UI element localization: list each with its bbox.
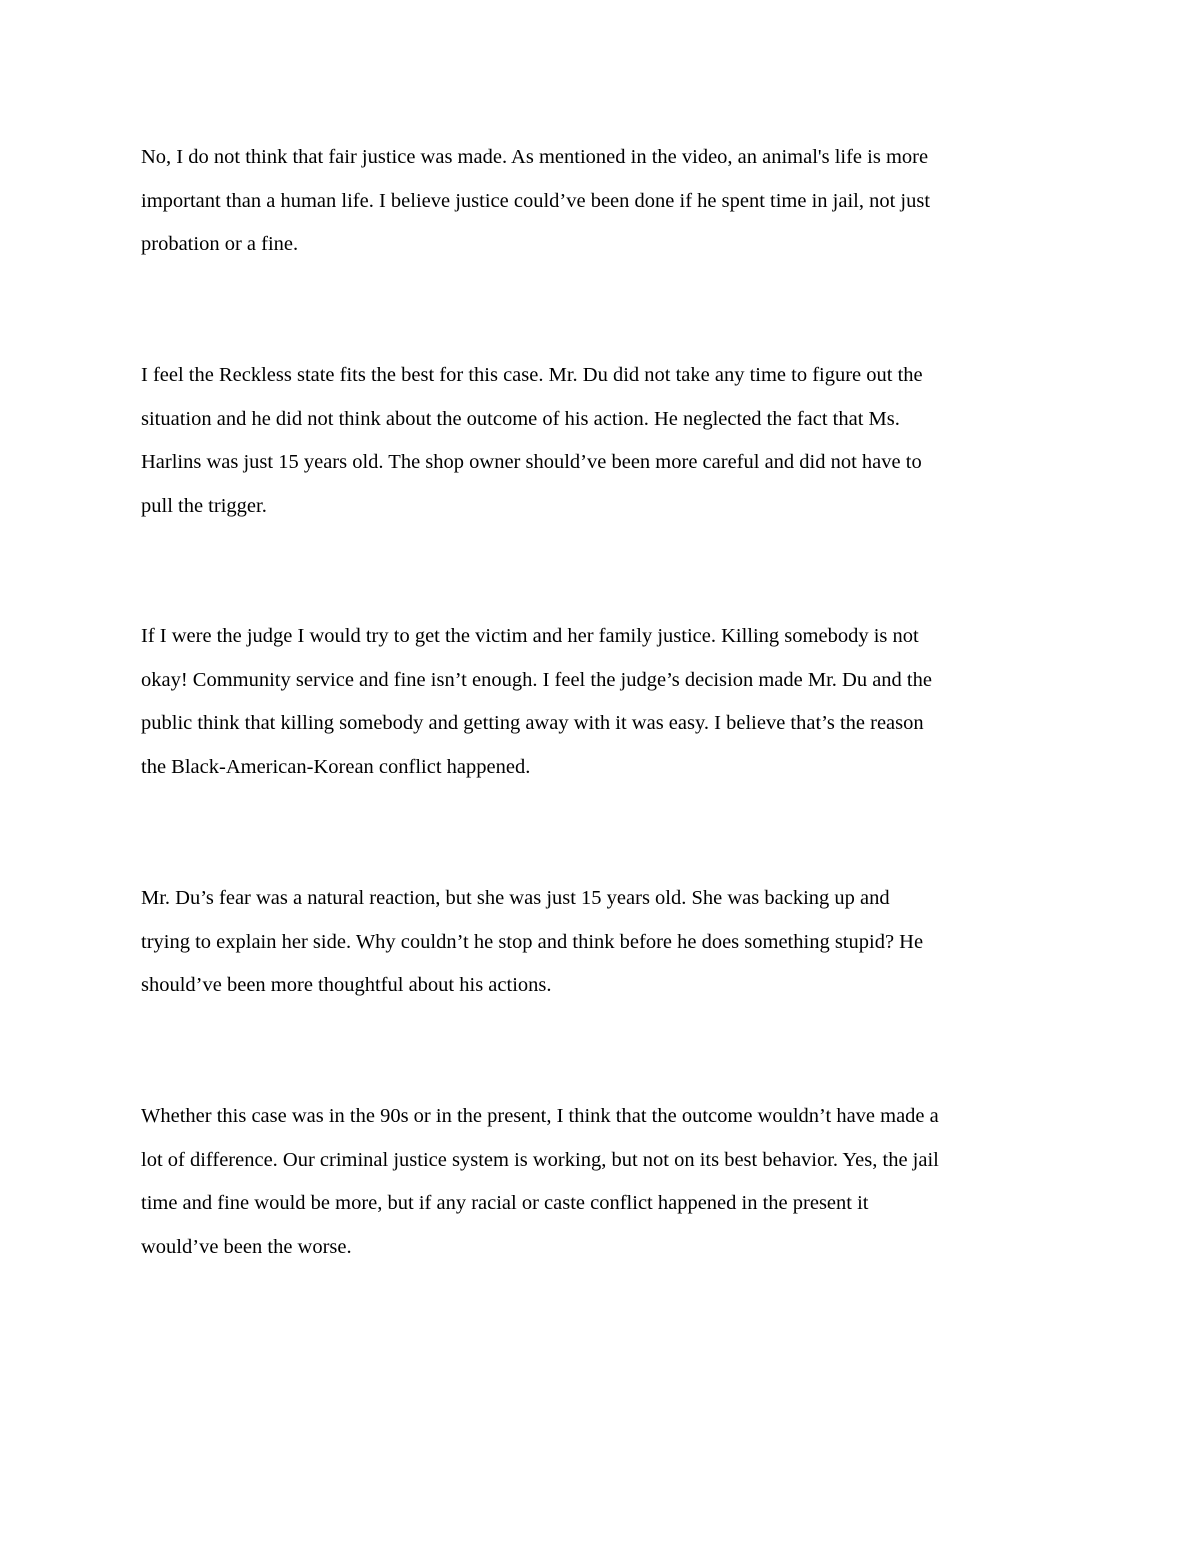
- paragraph-line: okay! Community service and fine isn’t enough. I feel the judge’s decision made Mr. Du and the: [141, 668, 932, 691]
- paragraph-line: probation or a fine.: [141, 233, 299, 256]
- paragraph-line: Harlins was just 15 years old. The shop owner should’ve been more careful and did not have to: [141, 451, 922, 474]
- paragraph-line: should’ve been more thoughtful about his actions.: [141, 974, 552, 997]
- paragraph-line: important than a human life. I believe justice could’ve been done if he spent time in jail, not just: [141, 189, 931, 212]
- paragraph-fair-justice: [141, 136, 1071, 267]
- paragraph-natural-reaction: [141, 877, 1071, 1008]
- paragraph-line: situation and he did not think about the outcome of his action. He neglected the fact that Ms.: [141, 407, 900, 430]
- paragraph-line: lot of difference. Our criminal justice system is working, but not on its best behavior. Yes, the jail: [141, 1148, 939, 1171]
- paragraph-line: trying to explain her side. Why couldn’t he stop and think before he does something stupid? He: [141, 930, 924, 953]
- paragraph-line: pull the trigger.: [141, 495, 267, 518]
- paragraph-line: I feel the Reckless state fits the best for this case. Mr. Du did not take any time to figure out the: [141, 364, 923, 386]
- paragraph-line: If I were the judge I would try to get the victim and her family justice. Killing somebody is not: [141, 625, 919, 647]
- paragraph-reckless-state: [141, 354, 1071, 529]
- paragraph-line: No, I do not think that fair justice was made. As mentioned in the video, an animal's life is more: [141, 146, 929, 168]
- paragraph-line: Mr. Du’s fear was a natural reaction, but she was just 15 years old. She was backing up and: [141, 887, 890, 909]
- paragraph-90s-or-present: [141, 1095, 1071, 1270]
- paragraph-line: time and fine would be more, but if any racial or caste conflict happened in the present it: [141, 1192, 869, 1215]
- paragraph-line: would’ve been the worse.: [141, 1236, 352, 1259]
- paragraph-line: Whether this case was in the 90s or in the present, I think that the outcome wouldn’t have made a: [141, 1105, 939, 1127]
- paragraph-line: the Black-American-Korean conflict happened.: [141, 756, 531, 779]
- paragraph-line: public think that killing somebody and getting away with it was easy. I believe that’s the reason: [141, 712, 924, 735]
- paragraph-if-judge: [141, 615, 1071, 790]
